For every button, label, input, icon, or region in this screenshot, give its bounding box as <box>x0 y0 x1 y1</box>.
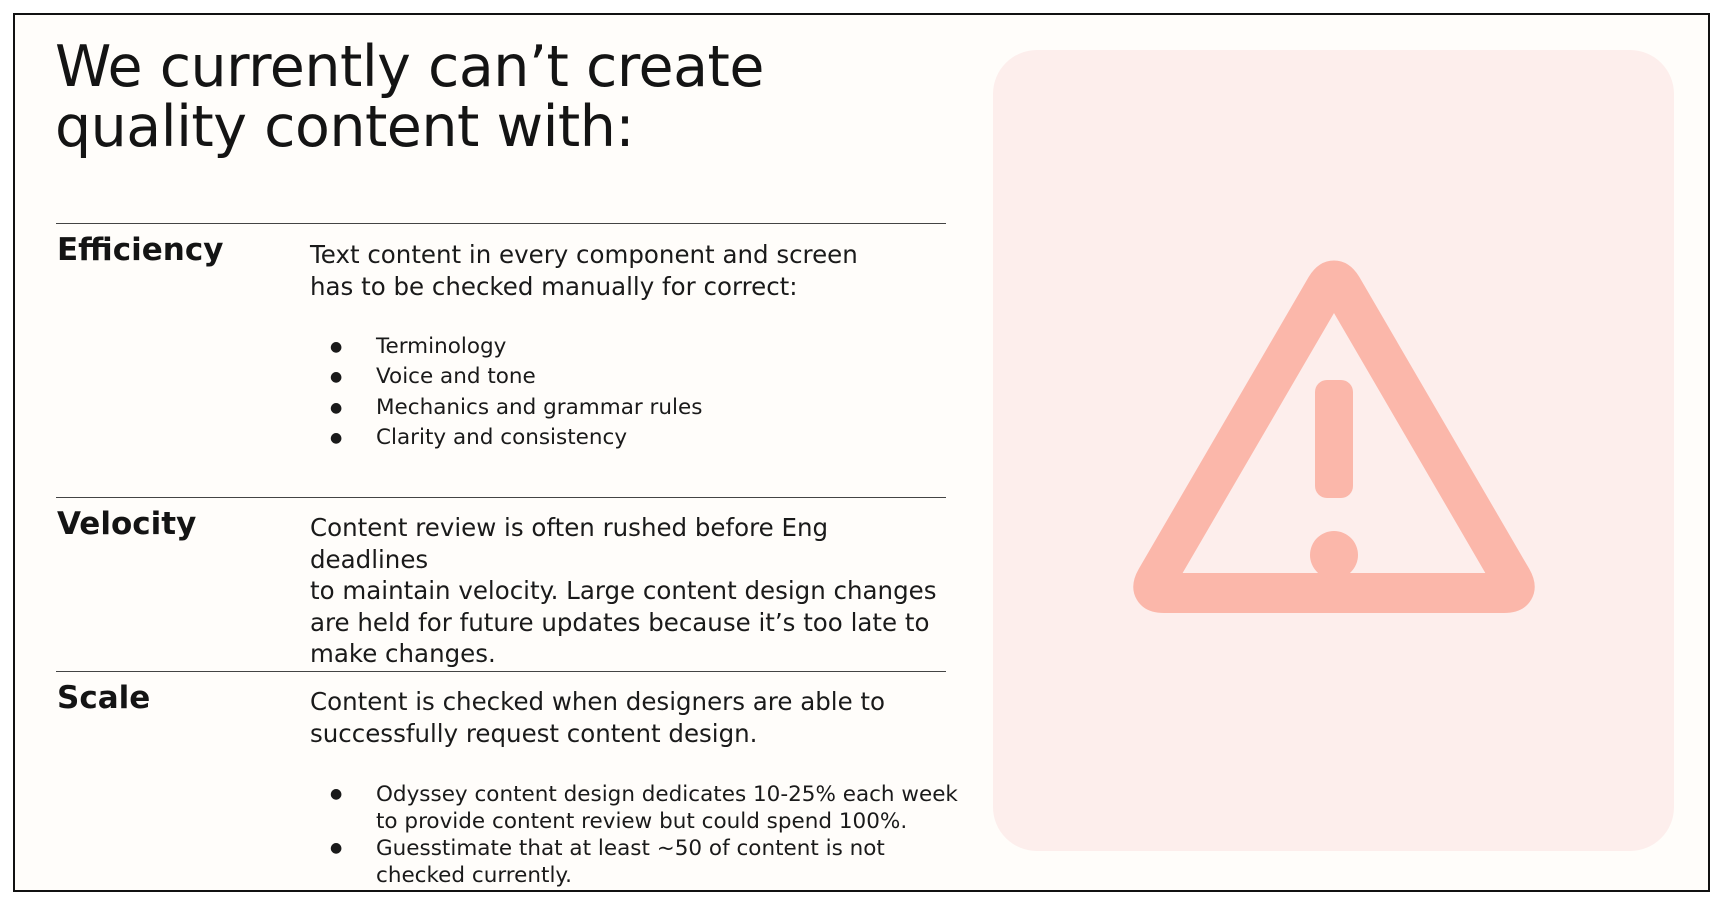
text-line: make changes. <box>310 639 496 668</box>
title-line-1: We currently can’t create <box>55 34 764 100</box>
section-text-efficiency <box>310 239 950 302</box>
text-line: Guesstimate that at least ~50 of content is not <box>376 836 885 861</box>
section-text-velocity <box>310 512 950 670</box>
divider-efficiency <box>56 223 946 224</box>
warning-exclamation-bar <box>1315 380 1353 498</box>
list-item <box>310 781 960 835</box>
warning-triangle-icon <box>993 50 1674 851</box>
warning-exclamation-dot <box>1310 531 1358 579</box>
text-line: Content is checked when designers are able to <box>310 687 886 716</box>
list-item: ● Mechanics and grammar rules <box>310 393 960 423</box>
title-line-2: quality content with: <box>55 94 635 160</box>
text-line: successfully request content design. <box>310 718 758 748</box>
divider-velocity <box>56 497 946 498</box>
section-text-scale <box>310 686 950 749</box>
text-line: are held for future updates because it’s too late to <box>310 607 930 637</box>
slide <box>13 13 1710 892</box>
text-line: Content review is often rushed before Eng deadlines <box>310 513 829 574</box>
list-item <box>310 835 960 889</box>
text-line: to maintain velocity. Large content design changes <box>310 576 937 605</box>
text-line: has to be checked manually for correct: <box>310 271 798 301</box>
divider-scale <box>56 671 946 672</box>
text-line: to provide content review but could spend 100%. <box>376 809 908 834</box>
slide-title <box>55 34 955 160</box>
list-item: ● Clarity and consistency <box>310 423 960 453</box>
section-label-scale: Scale <box>57 680 151 716</box>
scale-bullet-list <box>310 781 960 889</box>
text-line: Odyssey content design dedicates 10-25% each week <box>376 782 958 807</box>
warning-illustration-panel <box>993 50 1674 851</box>
list-item: ● Terminology <box>310 332 960 362</box>
efficiency-bullet-list <box>310 332 960 453</box>
text-line: Text content in every component and screen <box>310 240 858 269</box>
section-label-efficiency: Efficiency <box>57 232 224 268</box>
section-label-velocity: Velocity <box>57 506 197 542</box>
text-line: checked currently. <box>376 863 572 888</box>
list-item: ● Voice and tone <box>310 362 960 392</box>
